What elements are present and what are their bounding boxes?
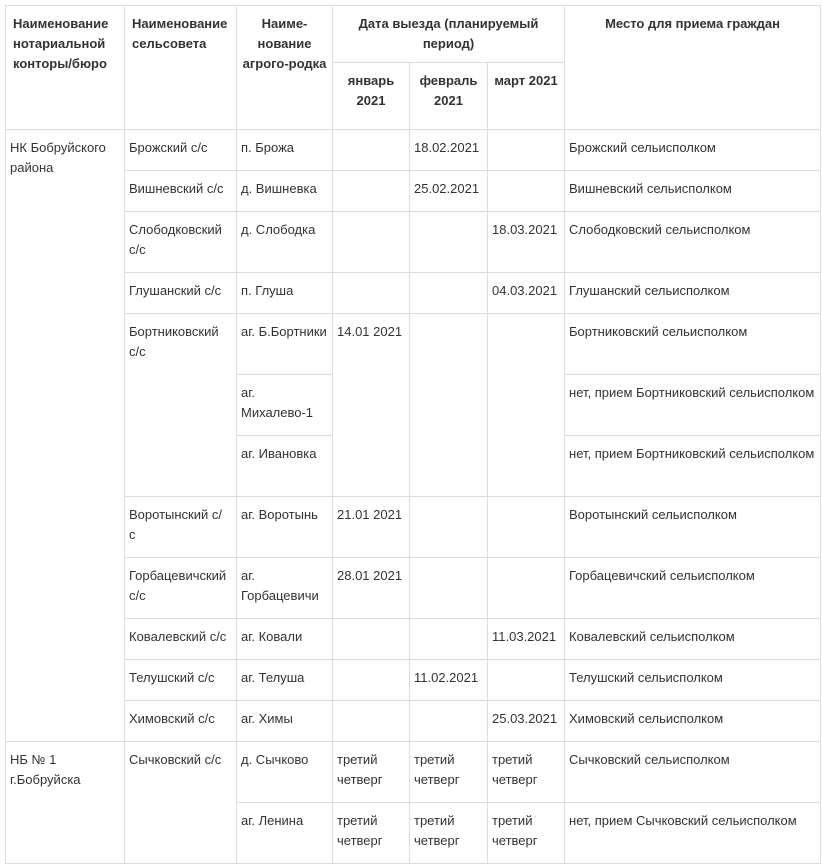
- date-february: третий четверг: [410, 742, 488, 803]
- council-name: Брожский с/с: [125, 130, 237, 171]
- date-january: третий четверг: [333, 742, 410, 803]
- town-name: п. Брожа: [237, 130, 333, 171]
- reception-place: Вишневский сельисполком: [565, 171, 821, 212]
- date-march: [488, 558, 565, 619]
- town-name: аг. Ковали: [237, 619, 333, 660]
- council-name: Телушский с/с: [125, 660, 237, 701]
- reception-place: Бортниковский сельисполком: [565, 314, 821, 375]
- date-february: [410, 558, 488, 619]
- reception-place: Химовский сельисполком: [565, 701, 821, 742]
- date-february: 11.02.2021: [410, 660, 488, 701]
- council-name: Слободковский с/с: [125, 212, 237, 273]
- date-january: [333, 619, 410, 660]
- date-january: [333, 212, 410, 273]
- reception-place: Телушский сельисполком: [565, 660, 821, 701]
- date-january: [333, 130, 410, 171]
- town-name: д. Вишневка: [237, 171, 333, 212]
- date-january: [333, 273, 410, 314]
- date-february: [410, 273, 488, 314]
- date-march: [488, 314, 565, 497]
- date-march: 18.03.2021: [488, 212, 565, 273]
- date-february: 25.02.2021: [410, 171, 488, 212]
- reception-place: нет, прием Сычковский сельисполком: [565, 803, 821, 864]
- date-january: [333, 171, 410, 212]
- office-name: НБ № 1 г.Бобруйска: [6, 742, 125, 864]
- reception-place: нет, прием Бортниковский сельисполком: [565, 436, 821, 497]
- date-march: третий четверг: [488, 742, 565, 803]
- date-january: 28.01 2021: [333, 558, 410, 619]
- date-january: 21.01 2021: [333, 497, 410, 558]
- date-march: 11.03.2021: [488, 619, 565, 660]
- council-name: Воротынский с/ с: [125, 497, 237, 558]
- reception-place: Слободковский сельисполком: [565, 212, 821, 273]
- town-name: д. Слободка: [237, 212, 333, 273]
- date-february: [410, 212, 488, 273]
- town-name: аг. Телуша: [237, 660, 333, 701]
- town-name: аг. Б.Бортники: [237, 314, 333, 375]
- date-january: третий четверг: [333, 803, 410, 864]
- header-date-group: Дата выезда (планируемый период): [333, 6, 565, 63]
- header-council: Наименование сельсовета: [125, 6, 237, 130]
- date-march: 25.03.2021: [488, 701, 565, 742]
- reception-place: Ковалевский сельисполком: [565, 619, 821, 660]
- council-name: Глушанский с/с: [125, 273, 237, 314]
- reception-place: Сычковский сельисполком: [565, 742, 821, 803]
- council-name: Химовский с/с: [125, 701, 237, 742]
- council-name: Горбацевичский с/с: [125, 558, 237, 619]
- date-march: [488, 130, 565, 171]
- council-name: Вишневский с/с: [125, 171, 237, 212]
- date-march: третий четверг: [488, 803, 565, 864]
- town-name: аг. Горбацевичи: [237, 558, 333, 619]
- council-name: Сычковский с/с: [125, 742, 237, 864]
- reception-place: Воротынский сельисполком: [565, 497, 821, 558]
- town-name: аг. Михалево-1: [237, 375, 333, 436]
- date-march: 04.03.2021: [488, 273, 565, 314]
- town-name: аг. Химы: [237, 701, 333, 742]
- date-january: [333, 660, 410, 701]
- date-march: [488, 660, 565, 701]
- header-january: январь 2021: [333, 63, 410, 130]
- date-march: [488, 171, 565, 212]
- header-march: март 2021: [488, 63, 565, 130]
- reception-place: Глушанский сельисполком: [565, 273, 821, 314]
- council-name: Ковалевский с/с: [125, 619, 237, 660]
- header-place: Место для приема граждан: [565, 6, 821, 130]
- town-name: п. Глуша: [237, 273, 333, 314]
- header-office: Наименование нотариальной конторы/бюро: [6, 6, 125, 130]
- header-town: Наиме-нование агрого-родка: [237, 6, 333, 130]
- reception-place: нет, прием Бортниковский сельисполком: [565, 375, 821, 436]
- reception-place: Горбацевичский сельисполком: [565, 558, 821, 619]
- office-name: НК Бобруйского района: [6, 130, 125, 742]
- council-name: Бортниковский с/с: [125, 314, 237, 497]
- town-name: аг. Ленина: [237, 803, 333, 864]
- notary-schedule-table: [5, 5, 821, 864]
- date-february: 18.02.2021: [410, 130, 488, 171]
- town-name: аг. Воротынь: [237, 497, 333, 558]
- date-january: [333, 701, 410, 742]
- date-february: [410, 619, 488, 660]
- date-february: [410, 701, 488, 742]
- town-name: аг. Ивановка: [237, 436, 333, 497]
- date-february: [410, 314, 488, 497]
- date-february: третий четверг: [410, 803, 488, 864]
- reception-place: Брожский сельисполком: [565, 130, 821, 171]
- date-march: [488, 497, 565, 558]
- date-january: 14.01 2021: [333, 314, 410, 497]
- date-february: [410, 497, 488, 558]
- header-february: февраль 2021: [410, 63, 488, 130]
- town-name: д. Сычково: [237, 742, 333, 803]
